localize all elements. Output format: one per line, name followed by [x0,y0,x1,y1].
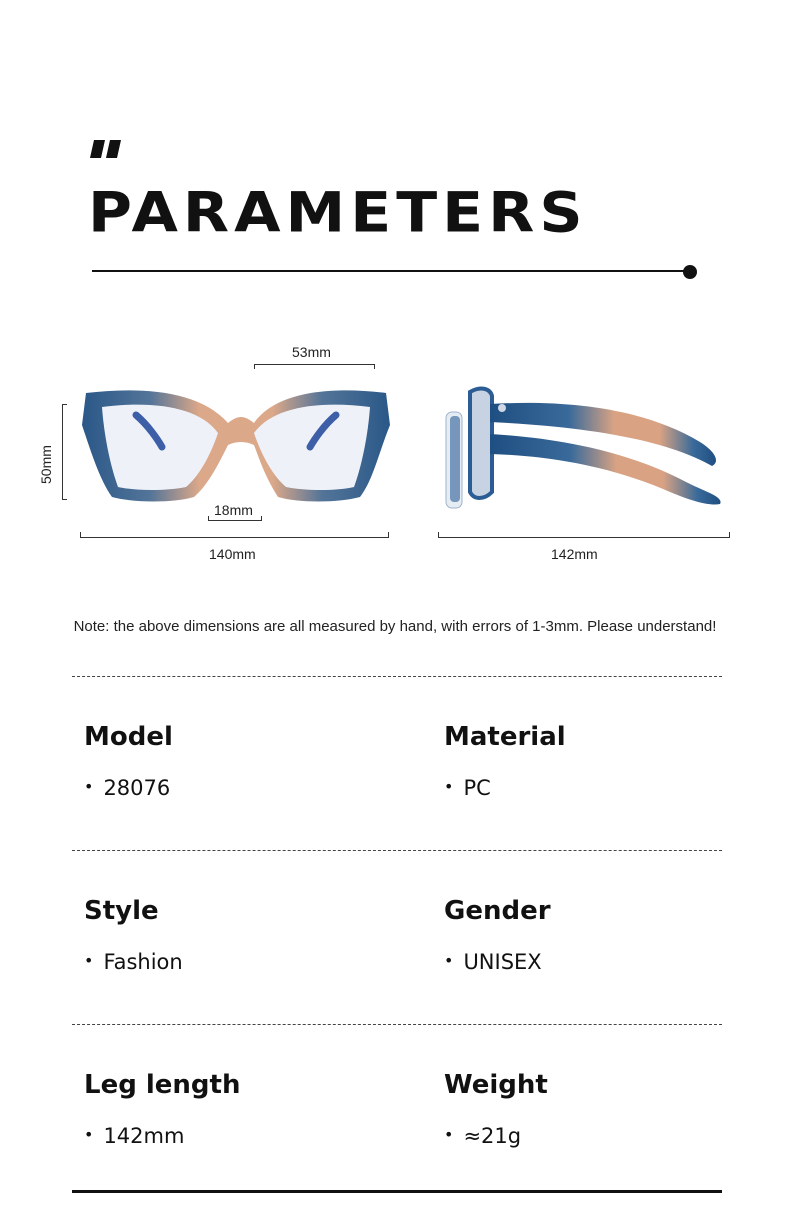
spec-label-model: Model [84,722,173,752]
divider [72,676,722,677]
temple-length-line [438,537,730,538]
bottom-rule [72,1190,722,1193]
title-divider [92,270,688,272]
measurement-note: Note: the above dimensions are all measured by hand, with errors of 1-3mm. Please understand! [73,618,717,635]
quote-mark-icon [90,140,124,158]
lens-height-line [62,404,63,500]
bridge-label: 18mm [214,502,253,518]
spec-value-leg-length: • 142mm [84,1124,185,1148]
spec-value-gender: • UNISEX [444,950,542,974]
lens-height-label: 50mm [38,445,54,484]
spec-label-leg-length: Leg length [84,1070,241,1100]
spec-value-weight: • ≈21g [444,1124,522,1148]
page-title: PARAMETERS [88,180,588,246]
spec-value-style: • Fashion [84,950,183,974]
lens-width-label: 53mm [292,344,331,360]
title-divider-dot [683,265,697,279]
spec-label-weight: Weight [444,1070,548,1100]
lens-width-line [254,364,374,365]
spec-label-material: Material [444,722,566,752]
glasses-side-image [440,382,730,517]
spec-value-material: • PC [444,776,491,800]
frame-width-label: 140mm [209,546,256,562]
glasses-front-image [78,385,394,510]
temple-length-label: 142mm [551,546,598,562]
spec-label-gender: Gender [444,896,551,926]
spec-value-model: • 28076 [84,776,171,800]
frame-width-line [80,537,389,538]
bridge-line [208,520,262,521]
spec-label-style: Style [84,896,159,926]
divider [72,1024,722,1025]
divider [72,850,722,851]
